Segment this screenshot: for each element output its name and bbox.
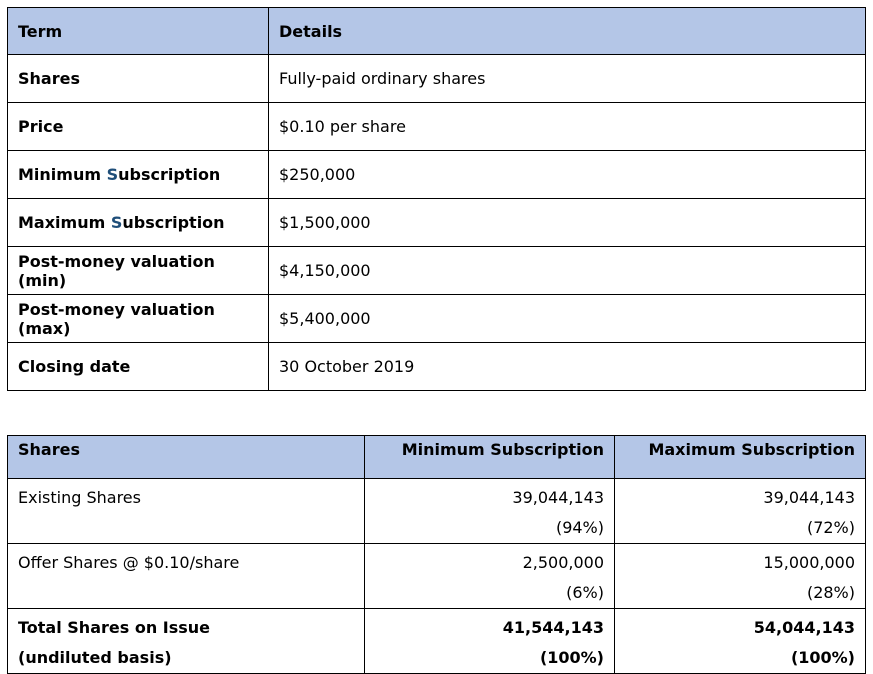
term-cell: Post-money valuation (min) <box>8 247 269 295</box>
terms-row-post-money-max <box>8 295 866 343</box>
details-cell: $1,500,000 <box>269 199 866 247</box>
min-value-cell: 41,544,143 (100%) <box>365 609 615 674</box>
header-details: Details <box>269 8 866 55</box>
shares-row-offer <box>8 544 866 609</box>
header-term: Term <box>8 8 269 55</box>
details-cell: Fully-paid ordinary shares <box>269 55 866 103</box>
shares-table <box>7 435 866 674</box>
details-cell: 30 October 2019 <box>269 343 866 391</box>
terms-table <box>7 7 866 391</box>
header-maximum-subscription: Maximum Subscription <box>615 436 866 479</box>
shares-label-cell: Offer Shares @ $0.10/share <box>8 544 365 609</box>
shares-row-existing <box>8 479 866 544</box>
terms-row-price <box>8 103 866 151</box>
terms-row-minimum-subscription <box>8 151 866 199</box>
terms-row-closing-date <box>8 343 866 391</box>
shares-label-cell: Existing Shares <box>8 479 365 544</box>
details-cell: $0.10 per share <box>269 103 866 151</box>
max-value-cell: 39,044,143 (72%) <box>615 479 866 544</box>
terms-row-post-money-min <box>8 247 866 295</box>
min-value-cell: 39,044,143 (94%) <box>365 479 615 544</box>
details-cell: $4,150,000 <box>269 247 866 295</box>
term-cell: Minimum Subscription <box>8 151 269 199</box>
details-cell: $250,000 <box>269 151 866 199</box>
shares-label-cell: Total Shares on Issue (undiluted basis) <box>8 609 365 674</box>
term-cell: Price <box>8 103 269 151</box>
term-cell: Shares <box>8 55 269 103</box>
shares-row-total <box>8 609 866 674</box>
min-value-cell: 2,500,000 (6%) <box>365 544 615 609</box>
term-cell: Closing date <box>8 343 269 391</box>
details-cell: $5,400,000 <box>269 295 866 343</box>
max-value-cell: 54,044,143 (100%) <box>615 609 866 674</box>
terms-header-row <box>8 8 866 55</box>
max-value-cell: 15,000,000 (28%) <box>615 544 866 609</box>
header-shares: Shares <box>8 436 365 479</box>
term-cell: Maximum Subscription <box>8 199 269 247</box>
header-minimum-subscription: Minimum Subscription <box>365 436 615 479</box>
terms-row-shares <box>8 55 866 103</box>
terms-row-maximum-subscription <box>8 199 866 247</box>
shares-header-row <box>8 436 866 479</box>
term-cell: Post-money valuation (max) <box>8 295 269 343</box>
